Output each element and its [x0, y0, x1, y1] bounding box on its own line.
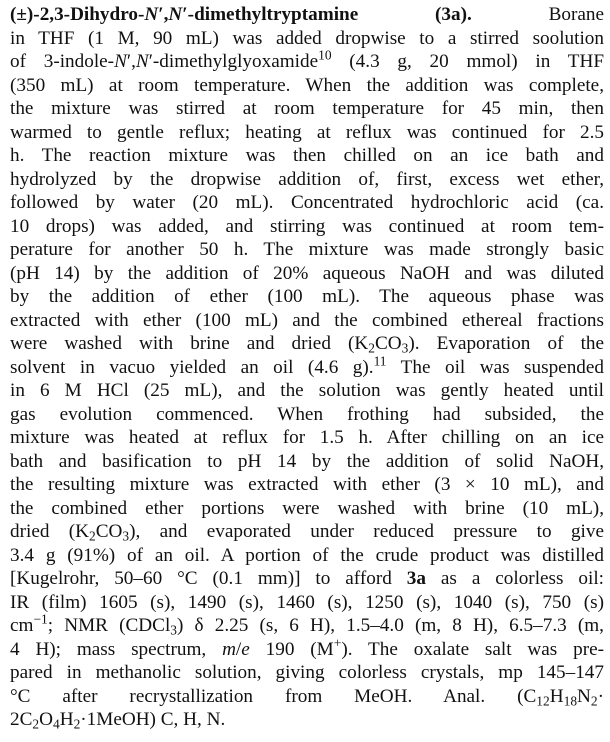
text-line: pared in methanolic solution, giving colorless crystals, mp 145–147 [10, 662, 604, 683]
text-line: solvent in vacuo yielded an oil (4.6 g).$^{11}$ The oil was suspended [10, 353, 604, 378]
text-line: h. The reaction mixture was then chilled on an ice bath and [10, 145, 604, 166]
text-line: hydrolyzed by the dropwise addition of, first, excess wet ether, [10, 168, 604, 190]
text-line: bath and basification to pH 14 by the addition of solid NaOH, [10, 450, 604, 472]
text-line: followed by water (20 mL). Concentrated hydrochloric acid (ca. [10, 192, 604, 213]
text-line: [Kugelrohr, 50–60 °C (0.1 mm)] to afford 3a as a colorless oil: [10, 568, 605, 589]
text-line: the resulting mixture was extracted with ether (3 × 10 mL), and [10, 474, 604, 495]
text-line: by the addition of ether (100 mL). The aqueous phase was [10, 286, 604, 307]
text-line: (350 mL) at room temperature. When the addition was complete, [10, 74, 604, 96]
text-line: $cm^{-1}$; NMR (CDCl$_3$) δ 2.25 (s, 6 H), 1.5–4.0 (m, 8 H), 6.5–7.3 (m, [10, 611, 604, 638]
text-line: 3.4 g (91%) of an oil. A portion of the crude product was distilled [10, 544, 604, 566]
text-line: $2C_2O_4H_2\cdot 1MeOH$) C, H, N. [10, 709, 226, 732]
text-line: the combined ether portions were washed with brine (10 mL), [10, 497, 604, 519]
text-line: (±)-2,3-Dihydro-N′,N′-dimethyltryptamine (3a). Borane [10, 4, 604, 25]
text-line: warmed to gentle reflux; heating at reflux was continued for 2.5 [10, 121, 604, 143]
text-line: extracted with ether (100 mL) and the combined ethereal fractions [10, 309, 604, 331]
text-line: 10 drops) was added, and stirring was continued at room tem- [10, 215, 604, 237]
text-line: in 6 M HCl (25 mL), and the solution was gently heated until [10, 380, 604, 401]
text-line: in THF (1 M, 90 mL) was added dropwise to a stirred soolution [10, 27, 604, 49]
text-line: of 3-indole-N′,N′-dimethylglyoxamide$^{10}$ (4.3 g, 20 mmol) in THF [10, 47, 604, 72]
text-line: gas evolution commenced. When frothing had subsided, the [10, 403, 604, 425]
text-line: (pH 14) by the addition of 20% aqueous NaOH and was diluted [10, 262, 604, 284]
text-line: mixture was heated at reflux for 1.5 h. After chilling on an ice [10, 427, 604, 448]
text-line: dried $(K_2CO_3)$, and evaporated under reduced pressure to give [10, 521, 604, 544]
text-line: IR (film) 1605 (s), 1490 (s), 1460 (s), 1250 (s), 1040 (s), 750 (s) [10, 591, 604, 613]
text-line: were washed with brine and dried $(K_2CO_3)$. Evaporation of the [10, 333, 605, 356]
text-line: perature for another 50 h. The mixture was made strongly basic [10, 239, 604, 260]
text-line: the mixture was stirred at room temperature for 45 min, then [10, 98, 604, 119]
text-line: °C after recrystallization from MeOH. Anal. ($C_{12}H_{18}N_2\cdot$ [10, 685, 604, 708]
experimental-paragraph [10, 3, 604, 732]
text-line: 4 H); mass spectrum, m/e 190 (M+). The oxalate salt was pre- [10, 635, 604, 660]
